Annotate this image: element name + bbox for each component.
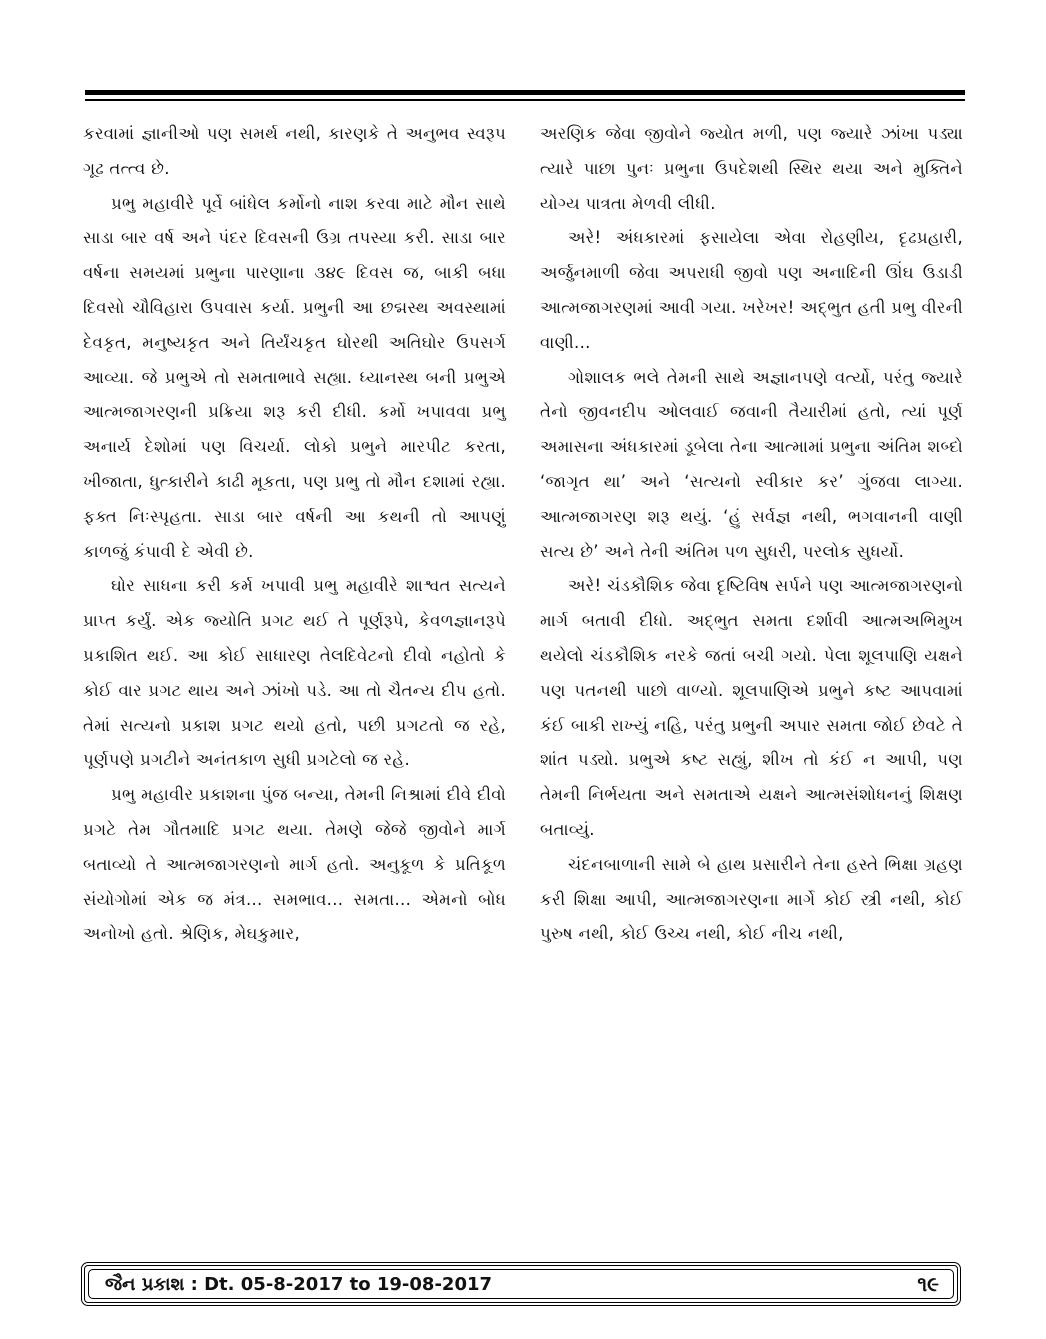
footer-frame — [81, 1262, 961, 1306]
paragraph: અરે! અંધકારમાં ફસાયેલા એવા રોહણીય, દૃઢપ્રહારી, અર્જુનમાળી જેવા અપરાધી જીવો પણ અનાદિની ઊંઘ ઉડાડી આત્મજાગરણમાં આવી ગયા. ખરેખર! અદ્ભુત હતી પ્રભુ વીરની વાણી... — [540, 228, 963, 352]
paragraph: ચંદનબાળાની સામે બે હાથ પ્રસારીને તેના હસ્તે ભિક્ષા ગ્રહણ કરી શિક્ષા આપી, આત્મજાગરણના માર્ગે કોઈ સ્ત્રી નથી, કોઈ પુરુષ નથી, કોઈ ઉચ્ચ નથી, કોઈ નીચ નથી, — [540, 854, 963, 944]
right-column — [540, 117, 963, 952]
paragraph: ગોશાલક ભલે તેમની સાથે અજ્ઞાનપણે વર્ત્યો, પરંતુ જ્યારે તેનો જીવનદીપ ઓલવાઈ જવાની તૈયારીમાં હતો, ત્યાં પૂર્ણ અમાસના અંધકારમાં ડૂબેલા તેના આત્મામાં પ્રભુના અંતિમ શબ્દો ‘જાગૃત થા’ અને ‘સત્યનો સ્વીકાર કર’ ગુંજવા લાગ્યા. આત્મજાગરણ શરૂ થયું. ‘હું સર્વજ્ઞ નથી, ભગવાનની વાણી સત્ય છે’ અને તેની અંતિમ પળ સુધરી, પરલોક સુધર્યો. — [540, 367, 963, 561]
paragraph: ઘોર સાધના કરી કર્મ ખપાવી પ્રભુ મહાવીરે શાશ્વત સત્યને પ્રાપ્ત કર્યું. એક જ્યોતિ પ્રગટ થઈ તે પૂર્ણરૂપે, કેવળજ્ઞાનરૂપે પ્રકાશિત થઈ. આ કોઈ સાધારણ તેલદિવેટનો દીવો નહોતો કે કોઈ વાર પ્રગટ થાય અને ઝાંખો પડે. આ તો ચૈતન્ય દીપ હતો. તેમાં સત્યનો પ્રકાશ પ્રગટ થયો હતો, પછી પ્રગટતો જ રહે, પૂર્ણપણે પ્રગટીને અનંતકાળ સુધી પ્રગટેલો જ રહે. — [83, 576, 506, 770]
paragraph: કરવામાં જ્ઞાનીઓ પણ સમર્થ નથી, કારણકે તે અનુભવ સ્વરૂપ ગૂઢ તત્ત્વ છે. — [83, 124, 506, 178]
paragraph: પ્રભુ મહાવીરે પૂર્વે બાંધેલ કર્મોનો નાશ કરવા માટે મૌન સાથે સાડા બાર વર્ષ અને પંદર દિવસની ઉગ્ર તપસ્યા કરી. સાડા બાર વર્ષના સમયમાં પ્રભુના પારણાના ૩૪૯ દિવસ જ, બાકી બધા દિવસો ચૌવિહારા ઉપવાસ કર્યા. પ્રભુની આ છદ્મસ્થ અવસ્થામાં દેવકૃત, મનુષ્યકૃત અને તિર્યંચકૃત ઘોરથી અતિઘોર ઉપસર્ગ આવ્યા. જે પ્રભુએ તો સમતાભાવે સહ્યા. ધ્યાનસ્થ બની પ્રભુએ આત્મજાગરણની પ્રક્રિયા શરૂ કરી દીધી. કર્મો ખપાવવા પ્રભુ અનાર્ય દેશોમાં પણ વિચર્યા. લોકો પ્રભુને મારપીટ કરતા, ખીજાતા, ધુત્કારીને કાઢી મૂકતા, પણ પ્રભુ તો મૌન દશામાં રહ્યા. ફક્ત નિઃસ્પૃહતા. સાડા બાર વર્ષની આ કથની તો આપણું કાળજું કંપાવી દે એવી છે. — [83, 193, 506, 561]
left-column — [83, 117, 506, 952]
footer-inner-frame — [88, 1269, 954, 1299]
publication-title: જૈન પ્રકાશ : Dt. 05-8-2017 to 19-08-2017 — [105, 1273, 493, 1295]
paragraph: અરે! ચંડકૌશિક જેવા દૃષ્ટિવિષ સર્પને પણ આત્મજાગરણનો માર્ગ બતાવી દીધો. અદ્ભુત સમતા દર્શાવી આત્મઅભિમુખ થયેલો ચંડકૌશિક નરકે જતાં બચી ગયો. પેલા શૂલપાણિ યક્ષને પણ પતનથી પાછો વાળ્યો. શૂલપાણિએ પ્રભુને કષ્ટ આપવામાં કંઈ બાકી રાખ્યું નહિ, પરંતુ પ્રભુની અપાર સમતા જોઈ છેવટે તે શાંત પડ્યો. પ્રભુએ કષ્ટ સહ્યું, શીખ તો કંઈ ન આપી, પણ તેમની નિર્ભયતા અને સમતાએ યક્ષને આત્મસંશોધનનું શિક્ષણ બતાવ્યું. — [540, 576, 963, 839]
page-number: ૧૯ — [917, 1272, 939, 1296]
header-rule-thick — [85, 90, 965, 95]
paragraph: અરણિક જેવા જીવોને જ્યોત મળી, પણ જ્યારે ઝાંખા પડ્યા ત્યારે પાછા પુનઃ પ્રભુના ઉપદેશથી સ્થિર થયા અને મુક્તિને યોગ્ય પાત્રતા મેળવી લીધી. — [540, 124, 963, 213]
paragraph: પ્રભુ મહાવીર પ્રકાશના પુંજ બન્યા, તેમની નિશ્રામાં દીવે દીવો પ્રગટે તેમ ગૌતમાદિ પ્રગટ થયા. તેમણે જેજે જીવોને માર્ગ બતાવ્યો તે આત્મજાગરણનો માર્ગ હતો. અનુકૂળ કે પ્રતિકૂળ સંયોગોમાં એક જ મંત્ર... સમભાવ... સમતા... એમનો બોધ અનોખો હતો. શ્રેણિક, મેઘકુમાર, — [83, 785, 506, 944]
header-rule-thin — [85, 99, 965, 101]
